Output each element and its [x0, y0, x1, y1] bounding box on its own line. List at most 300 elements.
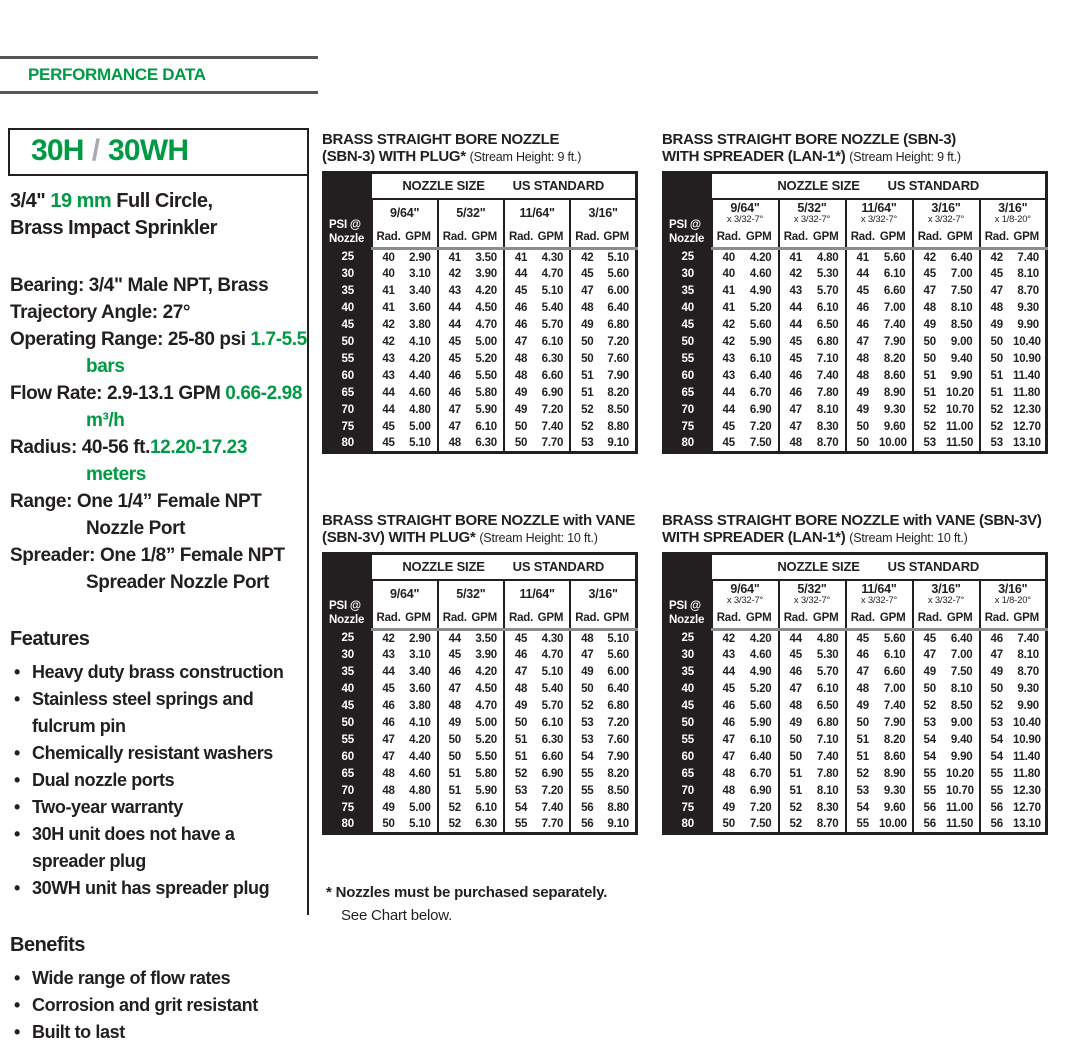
- gpm-cell: 12.30: [1013, 785, 1041, 797]
- radius-cell: 43: [712, 368, 746, 385]
- radius-cell: 50: [846, 715, 880, 732]
- radius-unit-header: Rad.: [504, 227, 537, 249]
- radius-cell: 44: [712, 385, 746, 402]
- gpm-cell: 9.90: [1017, 319, 1039, 331]
- gpm-cell: 7.50: [950, 285, 973, 297]
- gpm-cell: 8.50: [607, 404, 629, 416]
- gpm-cell: 5.90: [749, 717, 772, 729]
- table-row: [324, 698, 637, 715]
- table-row: [324, 800, 637, 817]
- subtitle-size: 3/4": [10, 190, 51, 212]
- spec-label: Spreader:: [10, 545, 100, 566]
- gpm-cell: 5.40: [541, 302, 564, 314]
- nozzle-size-value: 3/16": [998, 581, 1028, 596]
- model-separator: /: [83, 134, 109, 167]
- nozzle-size-band: [712, 554, 1047, 580]
- radius-cell: 49: [913, 664, 947, 681]
- gpm-cell: 4.70: [541, 649, 564, 661]
- gpm-cell: 6.80: [816, 717, 839, 729]
- gpm-cell: 5.60: [883, 632, 906, 645]
- radius-cell: 45: [779, 351, 813, 368]
- gpm-cell: 7.00: [950, 649, 973, 661]
- nozzle-size-value: 5/32": [456, 205, 486, 220]
- radius-cell: 44: [712, 402, 746, 419]
- nozzle-size-band-inner: [372, 178, 636, 193]
- gpm-cell: 5.10: [409, 818, 431, 831]
- radius-cell: 49: [779, 715, 813, 732]
- gpm-cell: 4.60: [409, 387, 431, 399]
- spec-label: Radius:: [10, 437, 82, 458]
- radius-cell: 50: [438, 732, 471, 749]
- gpm-cell: 7.20: [541, 404, 564, 416]
- nozzle-size-value: 11/64": [861, 581, 897, 596]
- gpm-cell: 6.70: [749, 387, 772, 399]
- gpm-cell: 4.20: [409, 353, 431, 365]
- radius-cell: 50: [779, 732, 813, 749]
- gpm-cell: 4.90: [749, 285, 772, 297]
- spec-value-metric: 12.20-17.23 meters: [86, 437, 248, 485]
- radius-cell: 52: [438, 800, 471, 817]
- radius-cell: 43: [372, 647, 405, 664]
- radius-cell: 52: [913, 698, 947, 715]
- gpm-cell: 8.70: [1017, 285, 1039, 297]
- psi-cell: 75: [324, 800, 372, 817]
- list-item-text: Wide range of flow rates: [32, 968, 231, 988]
- performance-table: [662, 171, 1048, 454]
- psi-cell: 40: [664, 681, 712, 698]
- psi-cell: 50: [664, 715, 712, 732]
- benefits-list: [10, 965, 307, 1046]
- nozzle-size-band-inner: [372, 559, 636, 574]
- radius-unit-header: Rad.: [913, 608, 947, 630]
- gpm-cell: 8.90: [883, 768, 906, 780]
- radius-cell: 56: [980, 817, 1014, 834]
- band-left-label: NOZZLE SIZE: [777, 178, 860, 194]
- psi-cell: 80: [664, 436, 712, 453]
- gpm-cell: 8.50: [950, 319, 973, 331]
- gpm-cell: 6.10: [816, 302, 839, 314]
- radius-cell: 46: [980, 630, 1014, 647]
- table-title-line2: [322, 148, 638, 166]
- radius-cell: 48: [779, 436, 813, 453]
- gpm-cell: 4.20: [409, 734, 431, 746]
- radius-cell: 41: [372, 283, 405, 300]
- radius-unit-header: Rad.: [712, 227, 746, 249]
- nozzle-size-header: [913, 199, 980, 227]
- nozzle-size-header: [846, 580, 913, 608]
- radius-cell: 45: [438, 351, 471, 368]
- radius-cell: 51: [913, 368, 947, 385]
- gpm-cell: 5.90: [749, 336, 772, 348]
- gpm-cell: 4.70: [541, 268, 564, 280]
- radius-cell: 45: [846, 630, 880, 647]
- psi-cell: 80: [324, 817, 372, 834]
- nozzle-size-value: 11/64": [519, 205, 555, 220]
- gpm-cell: 5.00: [409, 421, 431, 433]
- radius-cell: 54: [913, 749, 947, 766]
- spec-row: [10, 434, 307, 488]
- gpm-cell: 10.70: [946, 785, 974, 797]
- list-item-text: 30H unit does not have a spreader plug: [32, 824, 235, 871]
- radius-cell: 41: [712, 300, 746, 317]
- radius-cell: 48: [980, 300, 1014, 317]
- gpm-cell: 6.40: [950, 251, 973, 264]
- radius-cell: 45: [712, 419, 746, 436]
- table-sbn3v-with-plug: [322, 512, 638, 835]
- table-row: [324, 630, 637, 647]
- radius-cell: 55: [980, 766, 1014, 783]
- gpm-cell: 2.90: [409, 632, 431, 645]
- gpm-cell: 6.10: [816, 683, 839, 695]
- radius-cell: 49: [980, 664, 1014, 681]
- radius-cell: 51: [779, 783, 813, 800]
- gpm-cell: 3.80: [409, 700, 431, 712]
- gpm-cell: 5.60: [607, 268, 629, 280]
- gpm-cell: 5.10: [607, 251, 629, 264]
- gpm-cell: 3.90: [475, 268, 497, 280]
- radius-cell: 47: [712, 749, 746, 766]
- table-row: [664, 664, 1047, 681]
- radius-cell: 55: [570, 783, 603, 800]
- gpm-cell: 4.60: [749, 649, 772, 661]
- nozzle-size-header: [504, 199, 570, 227]
- gpm-cell: 8.20: [607, 768, 629, 780]
- radius-cell: 56: [913, 817, 947, 834]
- spec-label: Operating Range:: [10, 329, 168, 350]
- gpm-cell: 4.30: [541, 251, 564, 264]
- radius-cell: 46: [438, 664, 471, 681]
- band-left-label: NOZZLE SIZE: [402, 559, 485, 575]
- gpm-cell: 7.40: [883, 700, 906, 712]
- radius-cell: 48: [846, 368, 880, 385]
- radius-cell: 56: [980, 800, 1014, 817]
- band-right-label: US STANDARD: [887, 559, 980, 575]
- radius-cell: 48: [846, 681, 880, 698]
- radius-cell: 42: [712, 630, 746, 647]
- gpm-cell: 3.60: [409, 683, 431, 695]
- gpm-cell: 5.60: [607, 649, 629, 661]
- nozzle-size-band: [372, 554, 637, 580]
- radius-cell: 50: [980, 334, 1014, 351]
- gpm-cell: 6.60: [883, 666, 906, 678]
- radius-cell: 51: [570, 385, 603, 402]
- radius-cell: 45: [372, 681, 405, 698]
- psi-at-nozzle-header: [664, 173, 712, 249]
- table-sbn3-with-spreader: [662, 131, 1048, 454]
- stream-height-note: (Stream Height: 10 ft.): [479, 531, 598, 545]
- radius-cell: 55: [913, 783, 947, 800]
- gpm-unit-header: GPM: [946, 227, 980, 249]
- radius-unit-header: Rad.: [570, 227, 603, 249]
- gpm-cell: 4.40: [409, 751, 431, 763]
- radius-cell: 50: [913, 681, 947, 698]
- nozzle-size-value: 11/64": [861, 200, 897, 215]
- radius-cell: 47: [438, 681, 471, 698]
- table-row: [324, 385, 637, 402]
- gpm-cell: 13.10: [1013, 437, 1041, 450]
- radius-cell: 52: [438, 817, 471, 834]
- radius-cell: 40: [372, 249, 405, 266]
- gpm-cell: 8.80: [607, 802, 629, 814]
- gpm-cell: 3.60: [409, 302, 431, 314]
- radius-cell: 50: [438, 749, 471, 766]
- gpm-cell: 4.60: [409, 768, 431, 780]
- psi-header-line1: PSI @: [329, 599, 361, 612]
- gpm-cell: 5.00: [475, 336, 497, 348]
- radius-cell: 42: [779, 266, 813, 283]
- bullet-icon: •: [14, 968, 20, 988]
- gpm-cell: 7.90: [883, 717, 906, 729]
- table-row: [664, 783, 1047, 800]
- radius-cell: 52: [913, 402, 947, 419]
- radius-cell: 45: [504, 630, 537, 647]
- table-title-line2-text: WITH SPREADER (LAN-1*): [662, 148, 850, 165]
- list-item: [10, 659, 307, 686]
- psi-cell: 25: [664, 249, 712, 266]
- nozzle-size-value: 3/16": [931, 200, 961, 215]
- gpm-unit-header: GPM: [745, 227, 779, 249]
- gpm-cell: 4.80: [816, 632, 839, 645]
- gpm-cell: 12.70: [1013, 421, 1041, 433]
- gpm-cell: 7.90: [607, 751, 629, 763]
- gpm-cell: 9.40: [950, 353, 973, 365]
- gpm-cell: 7.70: [541, 818, 564, 831]
- gpm-cell: 6.10: [749, 353, 772, 365]
- table-title-line1: BRASS STRAIGHT BORE NOZZLE with VANE: [322, 512, 636, 529]
- radius-cell: 46: [504, 300, 537, 317]
- gpm-cell: 11.40: [1013, 370, 1041, 382]
- gpm-cell: 8.10: [1017, 268, 1039, 280]
- table-row: [664, 300, 1047, 317]
- table-row: [664, 249, 1047, 266]
- list-item: [10, 794, 307, 821]
- table-row: [324, 317, 637, 334]
- radius-cell: 47: [372, 732, 405, 749]
- gpm-cell: 8.10: [816, 404, 839, 416]
- radius-cell: 56: [913, 800, 947, 817]
- gpm-cell: 4.40: [409, 370, 431, 382]
- gpm-cell: 6.40: [607, 683, 629, 695]
- radius-cell: 44: [779, 630, 813, 647]
- radius-cell: 47: [570, 283, 603, 300]
- table-row: [324, 436, 637, 453]
- gpm-cell: 3.90: [475, 649, 497, 661]
- gpm-cell: 6.00: [607, 285, 629, 297]
- psi-cell: 65: [324, 766, 372, 783]
- radius-cell: 50: [504, 436, 537, 453]
- radius-cell: 52: [570, 698, 603, 715]
- radius-cell: 52: [980, 698, 1014, 715]
- radius-cell: 46: [779, 385, 813, 402]
- radius-cell: 50: [570, 334, 603, 351]
- gpm-cell: 3.40: [409, 666, 431, 678]
- radius-cell: 48: [438, 698, 471, 715]
- gpm-cell: 5.40: [541, 683, 564, 695]
- subtitle-line2: Brass Impact Sprinkler: [10, 217, 217, 239]
- radius-cell: 42: [372, 630, 405, 647]
- table-row: [664, 766, 1047, 783]
- radius-cell: 47: [846, 334, 880, 351]
- radius-cell: 44: [372, 385, 405, 402]
- spec-label: Trajectory Angle:: [10, 302, 163, 323]
- bullet-icon: •: [14, 878, 20, 898]
- gpm-unit-header: GPM: [603, 608, 636, 630]
- gpm-unit-header: GPM: [745, 608, 779, 630]
- table-row: [324, 334, 637, 351]
- radius-cell: 48: [846, 351, 880, 368]
- psi-cell: 65: [664, 385, 712, 402]
- subtitle-type: Full Circle,: [111, 190, 213, 212]
- radius-cell: 51: [980, 385, 1014, 402]
- gpm-cell: 13.10: [1013, 818, 1041, 831]
- gpm-cell: 6.40: [749, 370, 772, 382]
- radius-unit-header: Rad.: [980, 608, 1014, 630]
- radius-cell: 45: [504, 283, 537, 300]
- radius-cell: 45: [779, 647, 813, 664]
- gpm-cell: 10.00: [879, 437, 907, 450]
- gpm-cell: 6.90: [541, 768, 564, 780]
- stream-height-note: (Stream Height: 9 ft.): [849, 150, 961, 164]
- radius-cell: 51: [504, 732, 537, 749]
- gpm-cell: 9.90: [950, 751, 973, 763]
- gpm-unit-header: GPM: [405, 227, 438, 249]
- psi-cell: 40: [664, 300, 712, 317]
- gpm-cell: 6.60: [883, 285, 906, 297]
- gpm-cell: 10.40: [1013, 717, 1041, 729]
- radius-cell: 45: [846, 283, 880, 300]
- radius-cell: 55: [504, 817, 537, 834]
- table-row: [324, 783, 637, 800]
- table-row: [324, 368, 637, 385]
- radius-cell: 50: [846, 419, 880, 436]
- spec-value: One 1/8” Female NPT Spreader Nozzle Port: [86, 545, 285, 593]
- list-item-text: Dual nozzle ports: [32, 770, 175, 790]
- gpm-cell: 8.20: [607, 387, 629, 399]
- radius-cell: 48: [372, 783, 405, 800]
- psi-cell: 65: [324, 385, 372, 402]
- gpm-cell: 8.30: [816, 421, 839, 433]
- radius-cell: 49: [504, 698, 537, 715]
- psi-header-line2: Nozzle: [669, 613, 705, 626]
- gpm-cell: 4.30: [541, 632, 564, 645]
- spec-value: One 1/4” Female NPT Nozzle Port: [76, 491, 262, 539]
- radius-cell: 50: [570, 351, 603, 368]
- nozzle-spreader-spec: x 3/32-7°: [927, 213, 965, 225]
- nozzle-size-value: 5/32": [797, 581, 827, 596]
- psi-cell: 75: [664, 419, 712, 436]
- radius-cell: 49: [504, 402, 537, 419]
- nozzle-size-value: 5/32": [456, 586, 486, 601]
- gpm-cell: 11.50: [946, 437, 974, 450]
- gpm-unit-header: GPM: [537, 608, 570, 630]
- psi-cell: 70: [324, 783, 372, 800]
- nozzle-size-header: [712, 199, 779, 227]
- radius-cell: 45: [913, 266, 947, 283]
- performance-table: [662, 552, 1048, 835]
- radius-unit-header: Rad.: [438, 608, 471, 630]
- gpm-cell: 6.50: [816, 319, 839, 331]
- table-row: [664, 368, 1047, 385]
- nozzle-size-value: 11/64": [519, 586, 555, 601]
- table-row: [664, 385, 1047, 402]
- radius-cell: 52: [980, 402, 1014, 419]
- psi-cell: 55: [324, 351, 372, 368]
- footnote-line1: * Nozzles must be purchased separately.: [326, 884, 608, 901]
- radius-cell: 44: [846, 266, 880, 283]
- psi-cell: 40: [324, 681, 372, 698]
- radius-cell: 42: [980, 249, 1014, 266]
- features-list: [10, 659, 307, 902]
- gpm-cell: 6.80: [607, 319, 629, 331]
- list-item: [10, 740, 307, 767]
- radius-cell: 50: [980, 351, 1014, 368]
- radius-cell: 53: [980, 715, 1014, 732]
- radius-unit-header: Rad.: [779, 227, 813, 249]
- band-left-label: NOZZLE SIZE: [777, 559, 860, 575]
- psi-cell: 55: [664, 732, 712, 749]
- table-row: [664, 749, 1047, 766]
- radius-cell: 52: [779, 800, 813, 817]
- psi-cell: 75: [324, 419, 372, 436]
- gpm-cell: 4.90: [749, 666, 772, 678]
- psi-header-line1: PSI @: [669, 218, 701, 231]
- list-item-text: Heavy duty brass construction: [32, 662, 284, 682]
- list-item-text: Corrosion and grit resistant: [32, 995, 258, 1015]
- table-row: [324, 300, 637, 317]
- nozzle-spreader-spec: x 3/32-7°: [793, 213, 831, 225]
- psi-header-line2: Nozzle: [329, 613, 365, 626]
- radius-cell: 42: [372, 317, 405, 334]
- gpm-cell: 5.10: [607, 632, 629, 645]
- radius-cell: 52: [980, 419, 1014, 436]
- subtitle-size-metric: 19 mm: [50, 190, 112, 212]
- radius-cell: 49: [570, 317, 603, 334]
- table-row: [324, 766, 637, 783]
- psi-header-line2: Nozzle: [669, 232, 705, 245]
- radius-cell: 41: [712, 283, 746, 300]
- gpm-cell: 4.60: [749, 268, 772, 280]
- table-title-line2-text: (SBN-3) WITH PLUG*: [322, 148, 470, 165]
- list-item: [10, 821, 307, 875]
- radius-cell: 51: [846, 732, 880, 749]
- psi-cell: 55: [324, 732, 372, 749]
- radius-cell: 49: [846, 698, 880, 715]
- radius-unit-header: Rad.: [846, 227, 880, 249]
- gpm-cell: 6.10: [541, 336, 564, 348]
- radius-cell: 50: [712, 817, 746, 834]
- radius-cell: 54: [570, 749, 603, 766]
- table-row: [324, 749, 637, 766]
- gpm-cell: 4.10: [409, 336, 431, 348]
- radius-cell: 47: [913, 283, 947, 300]
- gpm-cell: 3.10: [409, 649, 431, 661]
- gpm-unit-header: GPM: [1013, 608, 1047, 630]
- nozzle-size-value: 9/64": [389, 586, 420, 601]
- gpm-cell: 6.90: [749, 404, 772, 416]
- gpm-cell: 10.90: [1013, 353, 1041, 365]
- gpm-cell: 5.20: [749, 302, 772, 314]
- radius-cell: 46: [438, 368, 471, 385]
- gpm-unit-header: GPM: [471, 608, 504, 630]
- list-item: [10, 875, 307, 902]
- radius-unit-header: Rad.: [913, 227, 947, 249]
- radius-cell: 48: [712, 766, 746, 783]
- gpm-cell: 9.30: [883, 785, 906, 797]
- footnote: [326, 881, 607, 927]
- spec-label: Flow Rate:: [10, 383, 107, 404]
- spec-value: 2.9-13.1 GPM: [106, 383, 226, 404]
- table-row: [324, 715, 637, 732]
